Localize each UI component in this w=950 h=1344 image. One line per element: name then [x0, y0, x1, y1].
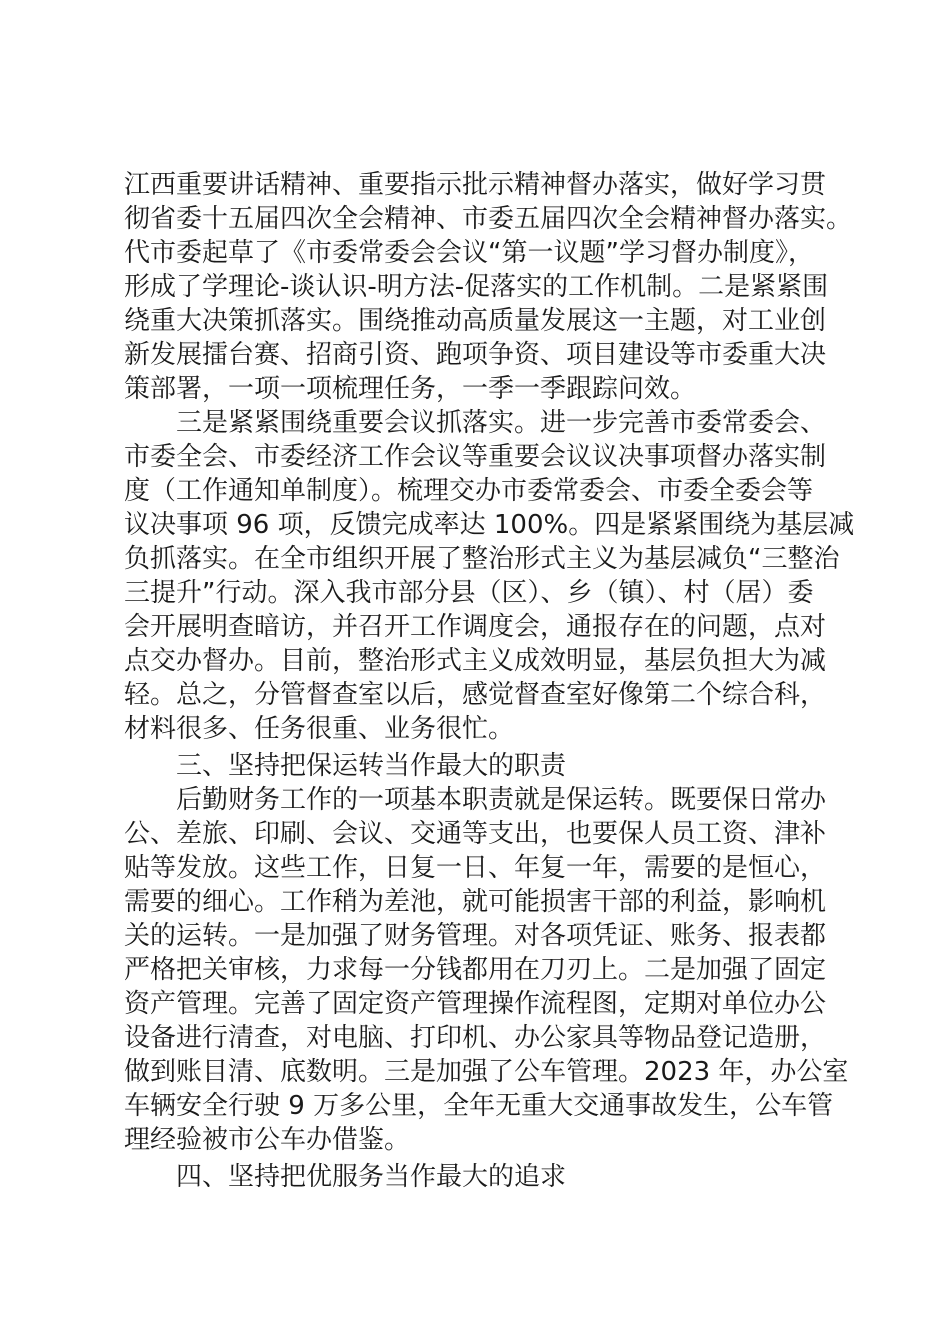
text-line: 公、差旅、印刷、会议、交通等支出，也要保人员工资、津补 — [124, 819, 827, 849]
text-line: 议决事项 96 项，反馈完成率达 100%。四是紧紧围绕为基层减 — [124, 510, 855, 540]
text-line: 设备进行清查，对电脑、打印机、办公家具等物品登记造册， — [124, 1023, 827, 1053]
text-line: 贴等发放。这些工作，日复一日、年复一年，需要的是恒心， — [124, 853, 827, 883]
paragraph-start-line: 后勤财务工作的一项基本职责就是保运转。既要保日常办 — [176, 785, 827, 815]
text-line: 关的运转。一是加强了财务管理。对各项凭证、账务、报表都 — [124, 921, 827, 951]
text-line: 绕重大决策抓落实。围绕推动高质量发展这一主题，对工业创 — [124, 306, 827, 336]
section-heading-4: 四、坚持把优服务当作最大的追求 — [176, 1162, 567, 1192]
text-line: 资产管理。完善了固定资产管理操作流程图，定期对单位办公 — [124, 989, 827, 1019]
text-line: 严格把关审核，力求每一分钱都用在刀刃上。二是加强了固定 — [124, 955, 827, 985]
section-heading-3: 三、坚持把保运转当作最大的职责 — [176, 751, 567, 781]
text-line: 点交办督办。目前，整治形式主义成效明显，基层负担大为减 — [124, 646, 827, 676]
text-line: 材料很多、任务很重、业务很忙。 — [124, 714, 515, 744]
text-line: 市委全会、市委经济工作会议等重要会议议决事项督办落实制 — [124, 442, 827, 472]
text-line: 度（工作通知单制度）。梳理交办市委常委会、市委全委会等 — [124, 476, 814, 506]
text-line: 策部署，一项一项梳理任务，一季一季跟踪问效。 — [124, 374, 697, 404]
text-line: 需要的细心。工作稍为差池，就可能损害干部的利益，影响机 — [124, 887, 827, 917]
text-line: 江西重要讲话精神、重要指示批示精神督办落实，做好学习贯 — [124, 170, 827, 200]
text-line: 会开展明查暗访，并召开工作调度会，通报存在的问题，点对 — [124, 612, 827, 642]
text-line: 彻省委十五届四次全会精神、市委五届四次全会精神督办落实。 — [124, 204, 853, 234]
paragraph-start-line: 三是紧紧围绕重要会议抓落实。进一步完善市委常委会、 — [176, 408, 827, 438]
text-line: 理经验被市公车办借鉴。 — [124, 1125, 411, 1155]
text-line: 轻。总之，分管督查室以后，感觉督查室好像第二个综合科， — [124, 680, 827, 710]
text-line: 车辆安全行驶 9 万多公里，全年无重大交通事故发生，公车管 — [124, 1091, 834, 1121]
text-line: 做到账目清、底数明。三是加强了公车管理。2023 年，办公室 — [124, 1057, 849, 1087]
text-line: 新发展擂台赛、招商引资、跑项争资、项目建设等市委重大决 — [124, 340, 827, 370]
text-line: 负抓落实。在全市组织开展了整治形式主义为基层减负“三整治 — [124, 544, 840, 574]
document-body — [124, 168, 855, 1194]
text-line: 代市委起草了《市委常委会会议“第一议题”学习督办制度》， — [124, 238, 814, 268]
text-line: 形成了学理论-谈认识-明方法-促落实的工作机制。二是紧紧围 — [124, 272, 829, 302]
text-line: 三提升”行动。深入我市部分县（区）、乡（镇）、村（居）委 — [124, 578, 814, 608]
